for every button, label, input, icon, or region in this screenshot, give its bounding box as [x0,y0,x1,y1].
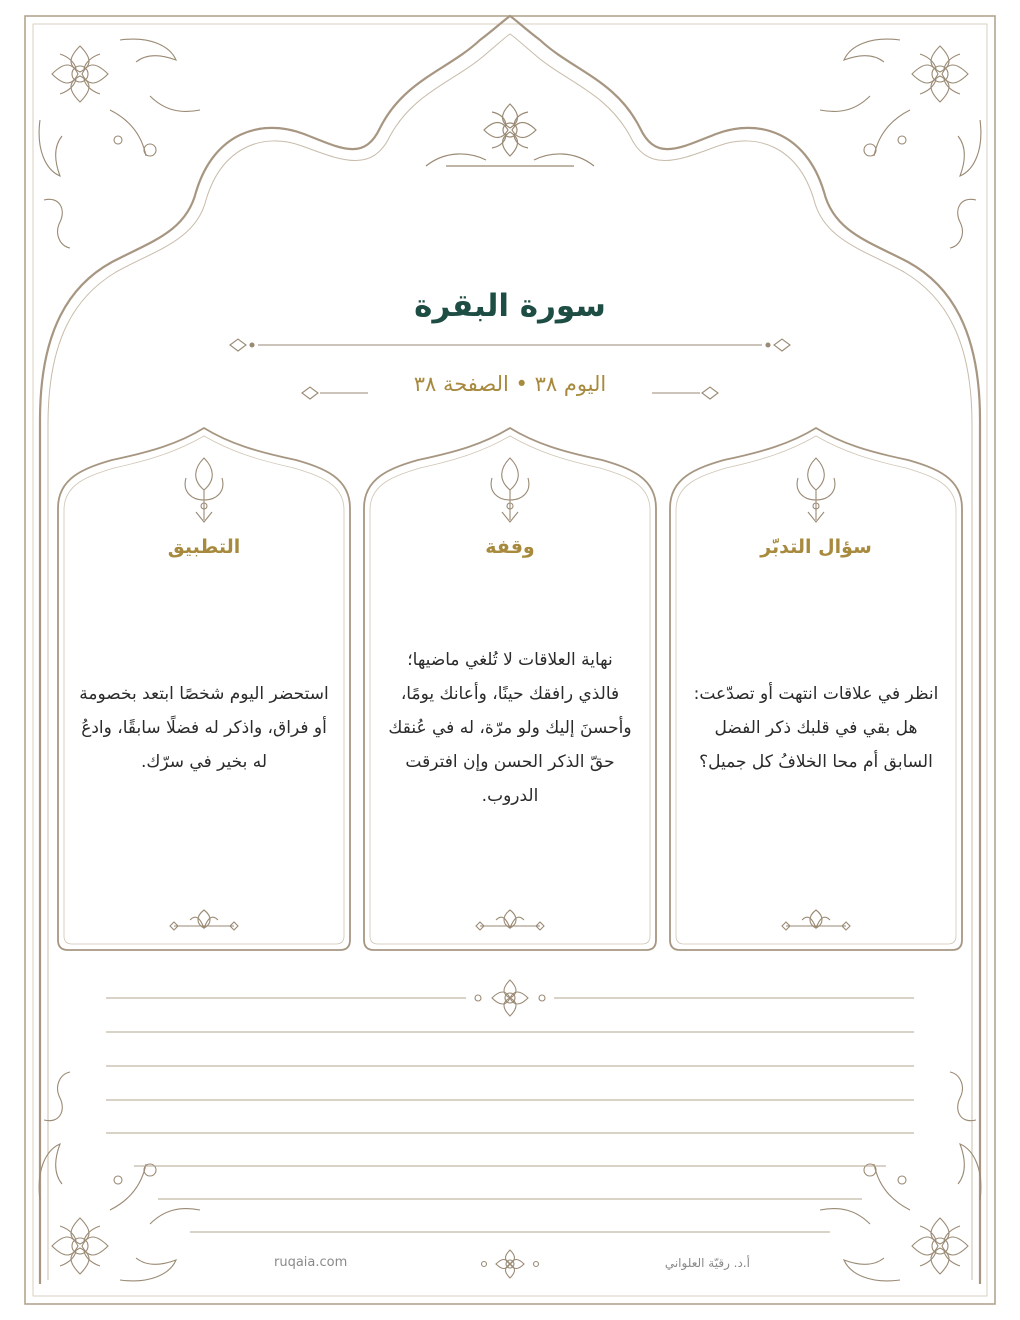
footer-ornament [482,1250,539,1278]
day-page-subtitle: اليوم ٣٨ • الصفحة ٣٨ [413,372,607,396]
footer-website[interactable]: ruqaia.com [274,1255,348,1270]
card-body-reflection-question: انظر في علاقات انتهت أو تصدّعت: هل بقي في قلبك ذكر الفضل السابق أم محا الخلافُ كل جميل؟ [693,684,939,772]
card-finial [185,458,223,522]
footer-author: أ.د. رقيّة العلواني [664,1256,750,1270]
title-divider [230,339,790,351]
writing-lines [106,998,914,1232]
corner-ornament [39,39,200,248]
lines-ornament [475,980,545,1016]
card-heading-application: التطبيق [167,536,241,558]
card-foot-ornament [170,910,238,930]
card-body-pause: نهاية العلاقات لا تُلغي ماضيها؛ فالذي رافقك حينًا، وأعانك يومًا، وأحسنَ إليك ولو مرّة، له في عُنقك حقّ الذكر الحسن وإن افترقت الدروب. [388,650,632,806]
crest-ornament [426,104,594,166]
card-heading-pause: وقفة [485,536,535,558]
page-title: سورة البقرة [414,288,606,324]
card-body-application: استحضر اليوم شخصًا ابتعد بخصومة أو فراق، واذكر له فضلًا سابقًا، وادعُ له بخير في سرّك. [79,684,329,772]
card-heading-reflection-question: سؤال التدبّر [760,536,872,558]
